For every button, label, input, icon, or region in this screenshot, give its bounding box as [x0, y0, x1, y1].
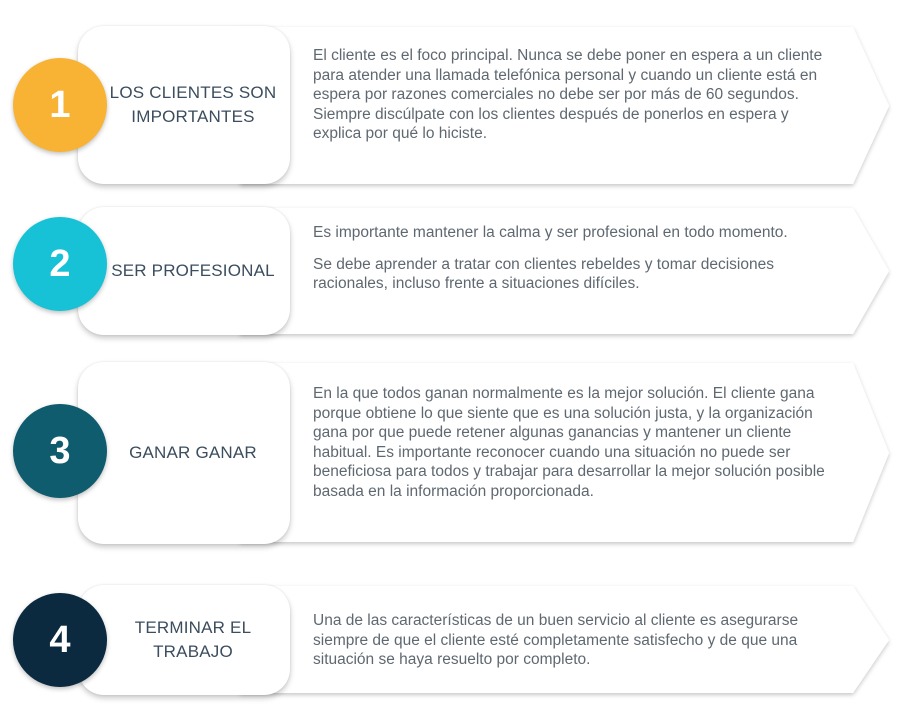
step-4-number: 4 [49, 618, 71, 661]
step-3-number-badge [13, 404, 107, 498]
step-3-description [313, 384, 841, 501]
step-4-description [313, 611, 841, 670]
step-2-number: 2 [49, 242, 71, 285]
step-4-number-badge [13, 593, 107, 687]
step-1-label-card [78, 26, 290, 184]
step-1-description [313, 46, 841, 144]
step-2-paragraph-2: Se debe aprender a tratar con clientes rebeldes y tomar decisiones racionales, incluso frente a situaciones difíciles. [313, 255, 774, 292]
step-2-paragraph-1: Es importante mantener la calma y ser profesional en todo momento. [313, 224, 788, 241]
step-2-label-card [78, 207, 290, 335]
step-1-paragraph-1: El cliente es el foco principal. Nunca se debe poner en espera a un cliente para atender una llamada telefónica personal y cuando un cliente está en espera por razones comerciales no debe ser por más de 60 segundos. Siempre discúlpate con los clientes después de ponerlos en espera y explica por qué lo hiciste. [313, 47, 823, 142]
step-4-title: TERMINAR EL TRABAJO [134, 618, 252, 661]
step-4 [0, 585, 923, 697]
step-1-title: LOS CLIENTES SON IMPORTANTES [109, 83, 277, 126]
step-3-title: GANAR GANAR [129, 443, 257, 462]
step-2-description [313, 223, 841, 294]
step-1 [0, 26, 923, 186]
step-1-number: 1 [49, 83, 71, 126]
step-3-paragraph-1: En la que todos ganan normalmente es la mejor solución. El cliente gana porque obtiene lo que siente que es una solución justa, y la organización gana por que puede retener algunas ganancias y mantener un cliente habitual. Es importante reconocer cuando una situación no puede ser beneficiosa para todos y trabajar para desarrollar la mejor solución posible basada en la información proporcionada. [313, 385, 825, 500]
step-2-number-badge [13, 217, 107, 311]
step-3 [0, 362, 923, 546]
step-4-paragraph-1: Una de las características de un buen servicio al cliente es asegurarse siempre de que el cliente esté completamente satisfecho y de que una situación se haya resuelto por completo. [313, 612, 799, 668]
step-2-title: SER PROFESIONAL [111, 261, 275, 280]
step-1-number-badge [13, 58, 107, 152]
step-3-number: 3 [49, 429, 71, 472]
step-4-label-card [78, 585, 290, 695]
step-2 [0, 207, 923, 337]
step-3-label-card [78, 362, 290, 544]
